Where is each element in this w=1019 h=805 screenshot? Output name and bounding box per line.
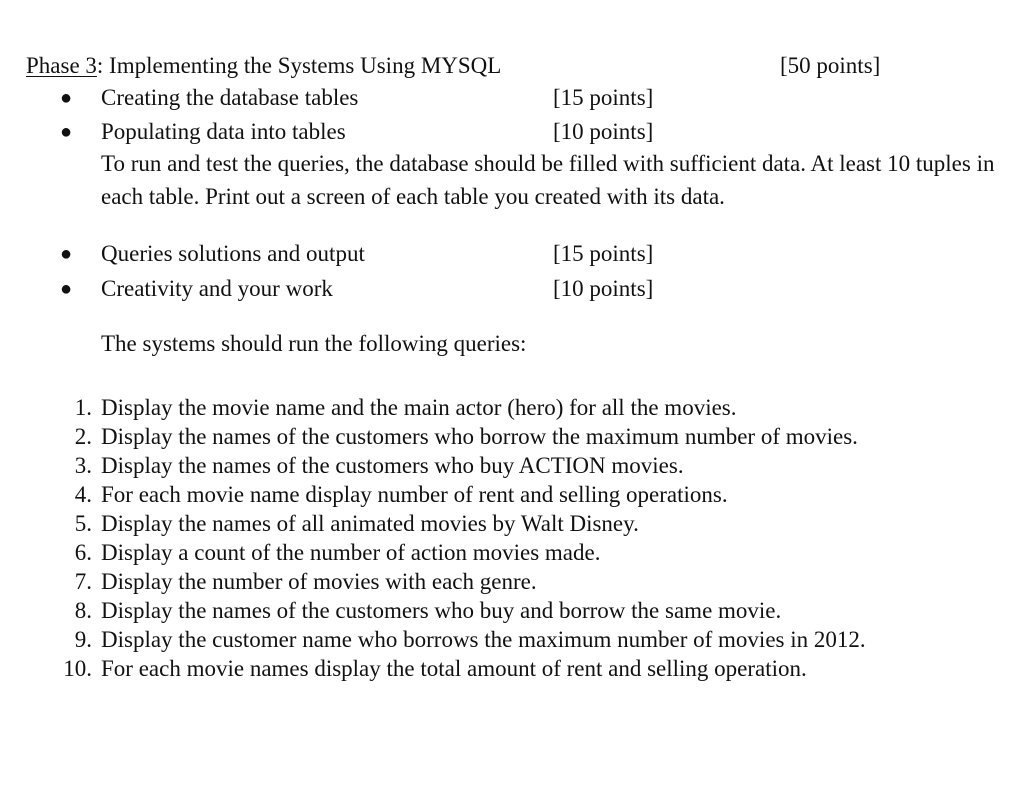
task-label: Creating the database tables <box>101 85 359 110</box>
task-label: Populating data into tables <box>101 119 346 144</box>
query-number: 1. <box>74 395 92 420</box>
query-text: Display a count of the number of action movies made. <box>101 540 601 565</box>
query-number: 4. <box>74 482 92 507</box>
phase-points: [50 points] <box>780 53 881 78</box>
populate-note: To run and test the queries, the database should be filled with sufficient data. At least 10 tuples in each table. Print out a screen of each table you created with its data. <box>101 151 995 209</box>
query-number: 2. <box>74 424 92 449</box>
task-points: [15 points] <box>553 241 654 266</box>
bullet-dot-icon: ● <box>60 121 73 143</box>
query-text: Display the customer name who borrows the maximum number of movies in 2012. <box>101 627 866 652</box>
phase-title: : Implementing the Systems Using MYSQL <box>96 53 502 78</box>
query-text: Display the names of the customers who borrow the maximum number of movies. <box>101 424 858 449</box>
query-text: Display the movie name and the main actor (hero) for all the movies. <box>101 395 737 420</box>
query-number: 7. <box>74 569 92 594</box>
query-number: 5. <box>74 511 92 536</box>
phase-heading <box>26 54 501 77</box>
task-points: [10 points] <box>553 119 654 144</box>
task-label: Queries solutions and output <box>101 241 365 266</box>
query-text: Display the names of all animated movies by Walt Disney. <box>101 511 639 536</box>
phase-label: Phase 3 <box>26 53 97 78</box>
query-text: Display the number of movies with each genre. <box>101 569 537 594</box>
task-label: Creativity and your work <box>101 276 333 301</box>
query-text: Display the names of the customers who buy and borrow the same movie. <box>101 598 782 623</box>
query-number: 8. <box>74 598 92 623</box>
query-number: 10. <box>63 656 92 681</box>
query-text: Display the names of the customers who buy ACTION movies. <box>101 453 684 478</box>
bullet-dot-icon: ● <box>60 278 73 300</box>
task-points: [10 points] <box>553 276 654 301</box>
bullet-dot-icon: ● <box>60 87 73 109</box>
query-number: 6. <box>74 540 92 565</box>
bullet-dot-icon: ● <box>60 243 73 265</box>
query-text: For each movie name display number of rent and selling operations. <box>101 482 728 507</box>
query-number: 9. <box>74 627 92 652</box>
queries-intro: The systems should run the following queries: <box>101 331 527 356</box>
query-number: 3. <box>74 453 92 478</box>
task-points: [15 points] <box>553 85 654 110</box>
query-text: For each movie names display the total amount of rent and selling operation. <box>101 656 807 681</box>
